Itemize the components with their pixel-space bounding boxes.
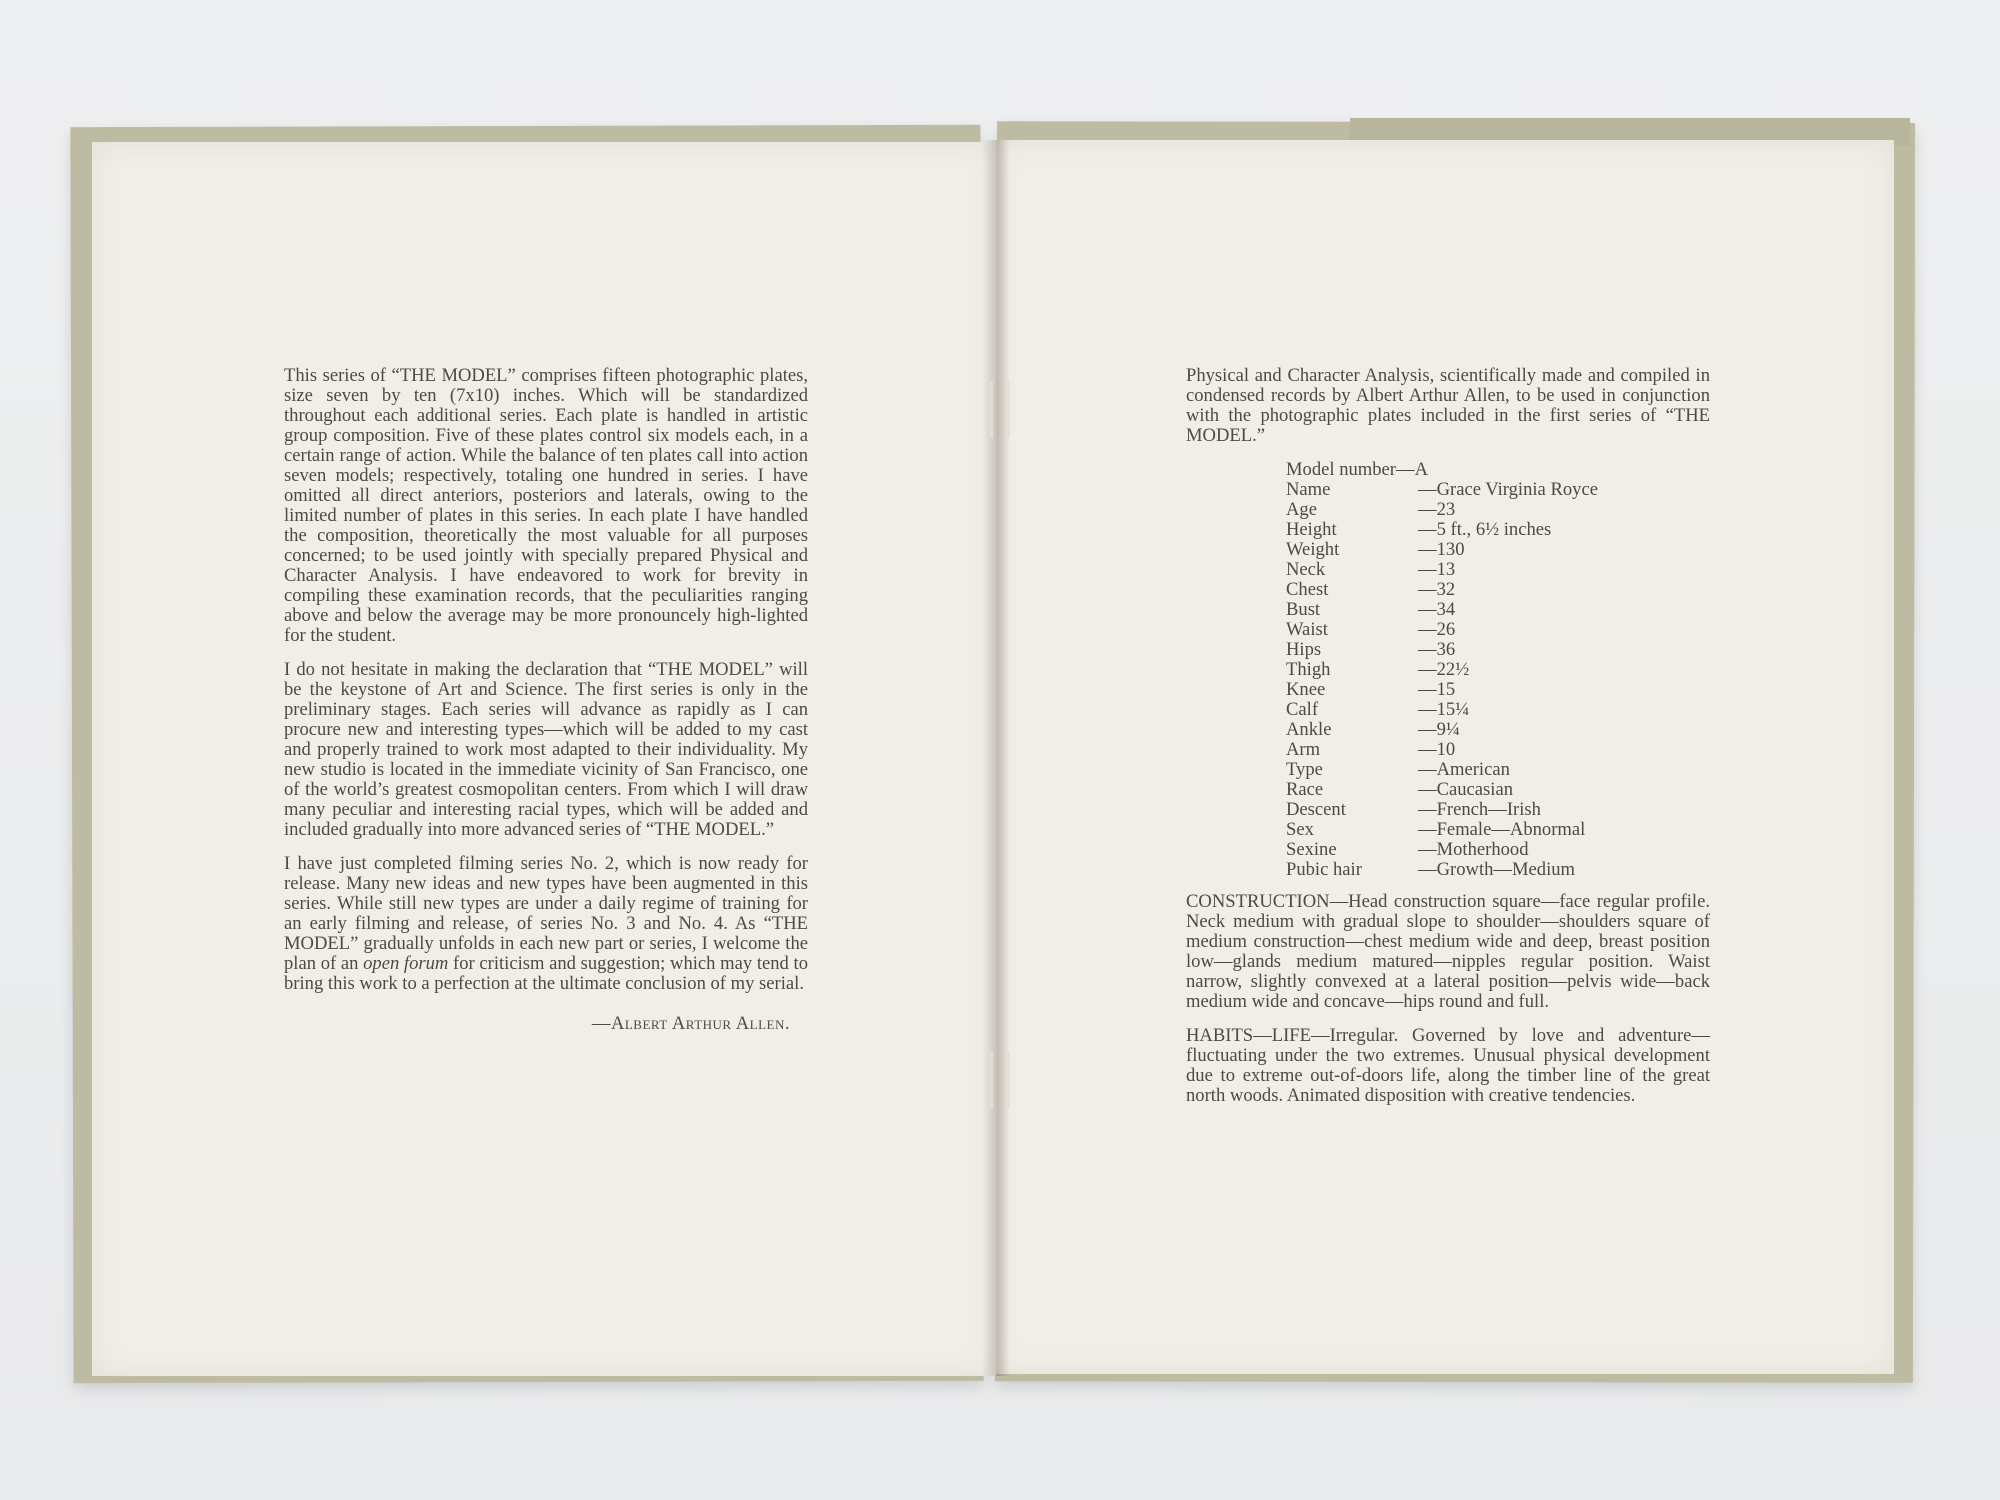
habits-paragraph: HABITS—LIFE—Irregular. Governed by love and adventure—fluctuating under the two extremes. Unusual physical development due to extreme out-of-doors life, along the timber line of the great north woods. Animated disposition with creative tendencies. [1186, 1025, 1710, 1106]
right-page-text [1186, 366, 1710, 1120]
record-label: Sexine [1286, 839, 1337, 860]
paragraph-text: for criticism and suggestion; which may tend to bring this work to a perfection at the ultimate conclusion of my serial. [284, 953, 808, 994]
record-row [1286, 520, 1706, 540]
record-label: Waist [1286, 619, 1328, 640]
record-label: Arm [1286, 739, 1321, 760]
record-label: Calf [1286, 699, 1319, 720]
record-value: —Growth—Medium [1418, 859, 1576, 880]
signature: —Albert Arthur Allen. [591, 1013, 790, 1034]
record-value: —32 [1418, 579, 1456, 600]
record-value: —French—Irish [1418, 799, 1541, 820]
record-row [1286, 720, 1706, 740]
record-heading: Model number—A [1286, 459, 1429, 480]
record-label: Descent [1286, 799, 1346, 820]
record-row [1286, 620, 1706, 640]
record-value: —26 [1418, 619, 1456, 640]
record-value: —15 [1418, 679, 1456, 700]
record-label: Ankle [1286, 719, 1332, 740]
record-label: Age [1286, 499, 1317, 520]
record-value: —American [1418, 759, 1510, 780]
left-page-text [284, 366, 808, 1034]
paragraph: I do not hesitate in making the declaration that “THE MODEL” will be the keystone of Art and Science. The first series is only in the preliminary stages. Each series will advance as rapidly as I can procure new and interesting types—which will be added to my cast and properly trained to work most adapted to their individuality. My new studio is located in the immediate vicinity of San Francisco, one of the world’s greatest cosmopolitan centers. From which I will draw many peculiar and interesting racial types, which will be added and included gradually into more advanced series of “THE MODEL.” [284, 659, 808, 840]
record-row [1286, 580, 1706, 600]
binding-stitch [990, 382, 1010, 438]
record-label: Bust [1286, 599, 1321, 620]
record-label: Weight [1286, 539, 1340, 560]
record-value: —13 [1418, 559, 1456, 580]
record-row [1286, 780, 1706, 800]
record-label: Name [1286, 479, 1331, 500]
record-label: Type [1286, 759, 1323, 780]
record-row [1286, 660, 1706, 680]
record-row [1286, 860, 1706, 880]
record-label: Thigh [1286, 659, 1331, 680]
record-row [1286, 480, 1706, 500]
record-label: Neck [1286, 559, 1326, 580]
emphasis-text: open forum [363, 953, 449, 974]
record-row [1286, 840, 1706, 860]
record-row [1286, 560, 1706, 580]
record-label: Pubic hair [1286, 859, 1362, 880]
model-record [1286, 460, 1706, 880]
record-value: —130 [1418, 539, 1465, 560]
record-value: —36 [1418, 639, 1456, 660]
record-value: —Grace Virginia Royce [1418, 479, 1598, 500]
construction-paragraph: CONSTRUCTION—Head construction square—face regular profile. Neck medium with gradual slope to shoulder—shoulders square of medium construction—chest medium wide and deep, breast position low—glands medium matured—nipples regular position. Waist narrow, slightly convexed at a lateral position—pelvis wide—back medium wide and concave—hips round and full. [1186, 891, 1710, 1012]
paragraph: This series of “THE MODEL” comprises fifteen photographic plates, size seven by ten (7x10) inches. Which will be standardized throughout each additional series. Each plate is handled in artistic group composition. Five of these plates control six models each, in a certain range of action. While the balance of ten plates call into action seven models; respectively, totaling one hundred in series. I have omitted all direct anteriors, posteriors and laterals, owing to the limited number of plates in this series. In each plate I have handled the composition, theoretically the most valuable for all purposes concerned; to be used jointly with specially prepared Physical and Character Analysis. I have endeavored to work for brevity in compiling these examination records, that the peculiarities ranging above and below the average may be more pronouncely high-lighted for the student. [284, 365, 808, 646]
record-label: Sex [1286, 819, 1314, 840]
record-value: —22½ [1418, 659, 1470, 680]
record-value: —34 [1418, 599, 1456, 620]
binding-stitch [990, 1052, 1010, 1108]
record-row [1286, 820, 1706, 840]
record-row [1286, 540, 1706, 560]
record-label: Knee [1286, 679, 1326, 700]
record-value: —15¼ [1418, 699, 1470, 720]
record-value: —23 [1418, 499, 1456, 520]
record-label: Race [1286, 779, 1324, 800]
record-row [1286, 680, 1706, 700]
record-row [1286, 800, 1706, 820]
record-row [1286, 740, 1706, 760]
record-value: —5 ft., 6½ inches [1418, 519, 1552, 540]
record-row [1286, 600, 1706, 620]
record-row [1286, 760, 1706, 780]
paragraph [284, 854, 808, 994]
record-label: Hips [1286, 639, 1322, 660]
intro-paragraph: Physical and Character Analysis, scientifically made and compiled in condensed records by Albert Arthur Allen, to be used in conjunction with the photographic plates included in the first series of “THE MODEL.” [1186, 365, 1710, 446]
record-row [1286, 700, 1706, 720]
spine-fold [982, 140, 1010, 1376]
record-row [1286, 640, 1706, 660]
record-value: —10 [1418, 739, 1456, 760]
record-value: —Female—Abnormal [1418, 819, 1586, 840]
record-value: —Motherhood [1418, 839, 1529, 860]
paragraph-text: I have just completed filming series No. 2, which is now ready for release. Many new ideas and new types have been augmented in this series. While still new types are under a daily regime of training for an early filming and release, of series No. 3 and No. 4. As “THE MODEL” gradually unfolds in each new part or series, I welcome the plan of an [284, 853, 808, 974]
record-label: Height [1286, 519, 1337, 540]
record-value: —Caucasian [1418, 779, 1514, 800]
record-label: Chest [1286, 579, 1329, 600]
record-row [1286, 500, 1706, 520]
record-value: —9¼ [1418, 719, 1460, 740]
